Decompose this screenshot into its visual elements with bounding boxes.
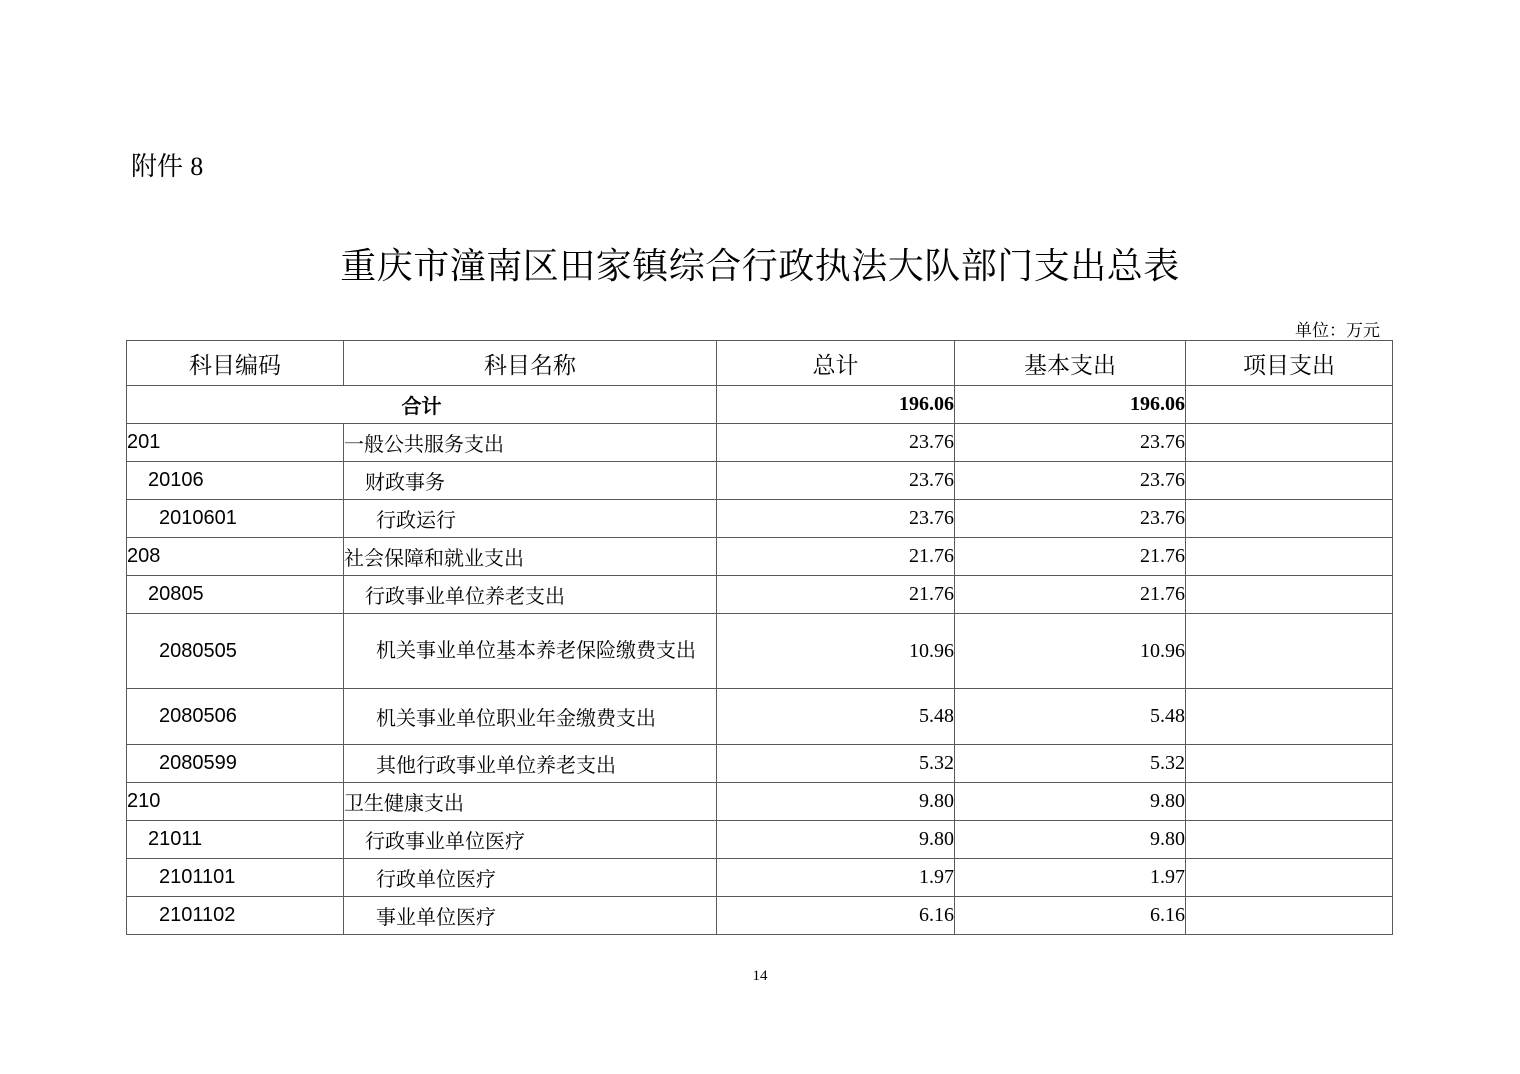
row-code: 2080505 bbox=[127, 614, 344, 689]
row-basic: 23.76 bbox=[955, 462, 1186, 500]
table-row bbox=[127, 689, 1393, 745]
row-project bbox=[1186, 859, 1393, 897]
row-code: 21011 bbox=[127, 821, 344, 859]
row-total: 10.96 bbox=[717, 614, 955, 689]
row-basic: 5.32 bbox=[955, 745, 1186, 783]
row-code: 20106 bbox=[127, 462, 344, 500]
row-project bbox=[1186, 897, 1393, 935]
row-project bbox=[1186, 576, 1393, 614]
row-total: 1.97 bbox=[717, 859, 955, 897]
row-code: 2010601 bbox=[127, 500, 344, 538]
row-name: 行政事业单位养老支出 bbox=[344, 576, 717, 614]
row-basic: 6.16 bbox=[955, 897, 1186, 935]
row-total: 21.76 bbox=[717, 576, 955, 614]
row-project bbox=[1186, 500, 1393, 538]
row-code: 210 bbox=[127, 783, 344, 821]
row-project bbox=[1186, 462, 1393, 500]
row-name: 机关事业单位基本养老保险缴费支出 bbox=[344, 614, 717, 689]
table-row bbox=[127, 821, 1393, 859]
row-total: 21.76 bbox=[717, 538, 955, 576]
row-project bbox=[1186, 783, 1393, 821]
row-name: 社会保障和就业支出 bbox=[344, 538, 717, 576]
row-total: 5.48 bbox=[717, 689, 955, 745]
total-project bbox=[1186, 386, 1393, 424]
row-total: 23.76 bbox=[717, 500, 955, 538]
row-name: 事业单位医疗 bbox=[344, 897, 717, 935]
total-total: 196.06 bbox=[717, 386, 955, 424]
row-project bbox=[1186, 538, 1393, 576]
header-basic: 基本支出 bbox=[955, 341, 1186, 386]
row-total: 5.32 bbox=[717, 745, 955, 783]
row-basic: 9.80 bbox=[955, 783, 1186, 821]
row-basic: 23.76 bbox=[955, 424, 1186, 462]
row-project bbox=[1186, 614, 1393, 689]
row-total: 9.80 bbox=[717, 783, 955, 821]
row-total: 23.76 bbox=[717, 424, 955, 462]
row-name: 财政事务 bbox=[344, 462, 717, 500]
row-basic: 23.76 bbox=[955, 500, 1186, 538]
row-basic: 1.97 bbox=[955, 859, 1186, 897]
row-name: 行政运行 bbox=[344, 500, 717, 538]
row-project bbox=[1186, 821, 1393, 859]
header-project: 项目支出 bbox=[1186, 341, 1393, 386]
row-project bbox=[1186, 424, 1393, 462]
table-row bbox=[127, 500, 1393, 538]
row-code: 2080506 bbox=[127, 689, 344, 745]
row-name: 行政事业单位医疗 bbox=[344, 821, 717, 859]
row-project bbox=[1186, 689, 1393, 745]
unit-label: 单位：万元 bbox=[1295, 321, 1380, 340]
row-code: 2101102 bbox=[127, 897, 344, 935]
attachment-text: 附件 bbox=[131, 151, 184, 181]
table-row bbox=[127, 745, 1393, 783]
row-basic: 10.96 bbox=[955, 614, 1186, 689]
table-row bbox=[127, 424, 1393, 462]
row-name: 卫生健康支出 bbox=[344, 783, 717, 821]
row-project bbox=[1186, 745, 1393, 783]
header-total: 总计 bbox=[717, 341, 955, 386]
table-row bbox=[127, 462, 1393, 500]
attachment-number: 8 bbox=[190, 152, 204, 181]
row-basic: 5.48 bbox=[955, 689, 1186, 745]
row-basic: 21.76 bbox=[955, 538, 1186, 576]
table-row bbox=[127, 614, 1393, 689]
expenditure-table bbox=[126, 340, 1393, 935]
row-code: 208 bbox=[127, 538, 344, 576]
header-code: 科目编码 bbox=[127, 341, 344, 386]
total-label: 合计 bbox=[127, 386, 717, 424]
table-row bbox=[127, 576, 1393, 614]
row-basic: 9.80 bbox=[955, 821, 1186, 859]
table-row bbox=[127, 859, 1393, 897]
row-name: 一般公共服务支出 bbox=[344, 424, 717, 462]
total-basic: 196.06 bbox=[955, 386, 1186, 424]
header-name: 科目名称 bbox=[344, 341, 717, 386]
row-name: 行政单位医疗 bbox=[344, 859, 717, 897]
attachment-label bbox=[131, 146, 203, 183]
row-total: 23.76 bbox=[717, 462, 955, 500]
total-row bbox=[127, 386, 1393, 424]
table-header-row bbox=[127, 341, 1393, 386]
table-row bbox=[127, 783, 1393, 821]
row-code: 2080599 bbox=[127, 745, 344, 783]
table-row bbox=[127, 538, 1393, 576]
row-code: 20805 bbox=[127, 576, 344, 614]
table-row bbox=[127, 897, 1393, 935]
row-name: 其他行政事业单位养老支出 bbox=[344, 745, 717, 783]
page-number: 14 bbox=[752, 968, 768, 984]
row-name: 机关事业单位职业年金缴费支出 bbox=[344, 689, 717, 745]
row-basic: 21.76 bbox=[955, 576, 1186, 614]
row-total: 6.16 bbox=[717, 897, 955, 935]
row-code: 2101101 bbox=[127, 859, 344, 897]
row-code: 201 bbox=[127, 424, 344, 462]
row-total: 9.80 bbox=[717, 821, 955, 859]
page-title: 重庆市潼南区田家镇综合行政执法大队部门支出总表 bbox=[340, 245, 1180, 286]
